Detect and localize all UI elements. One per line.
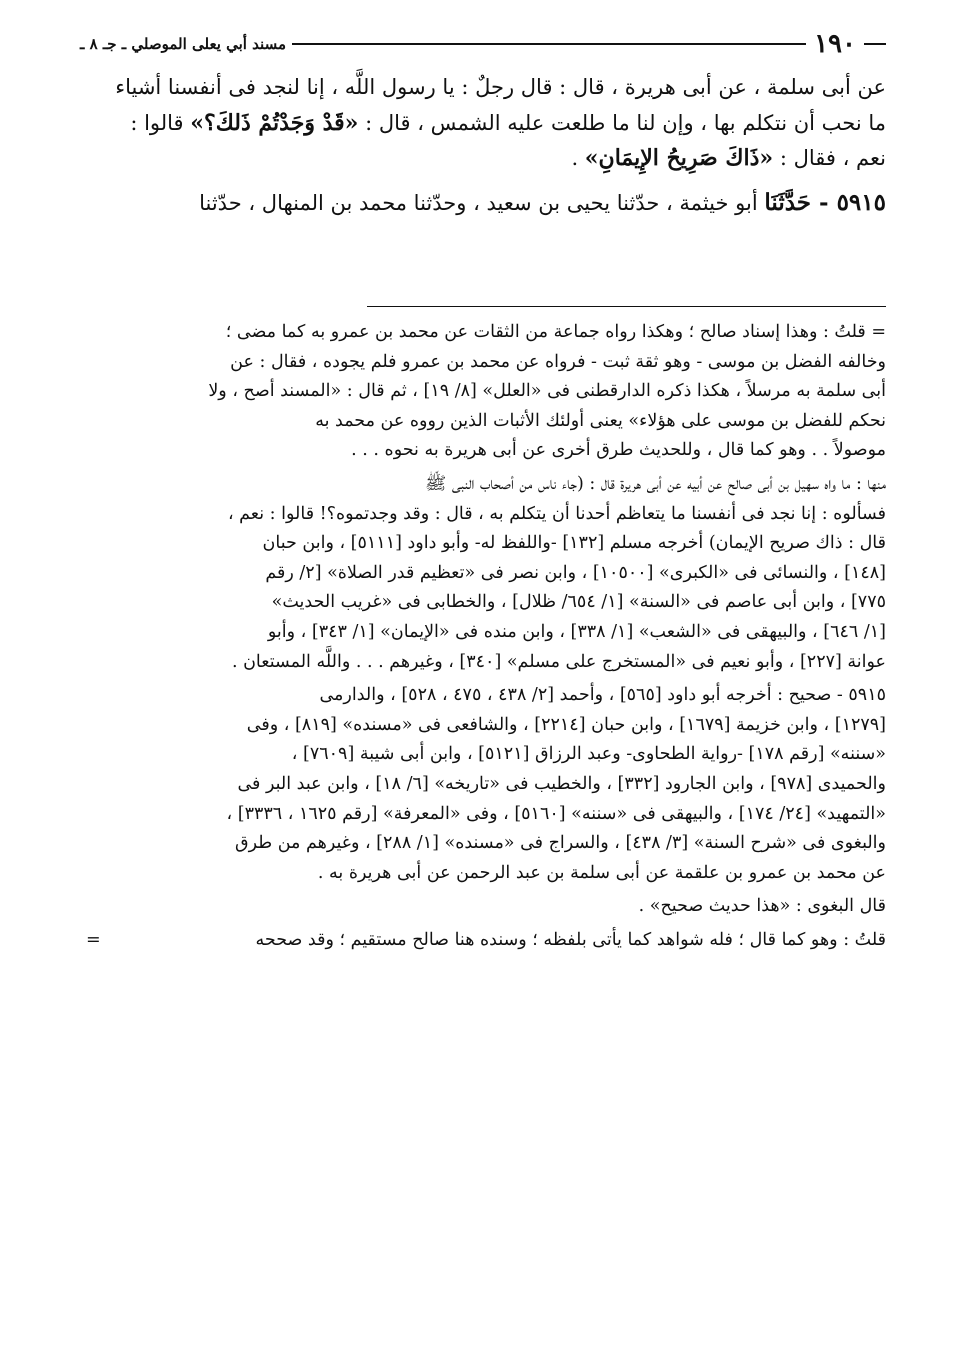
footnotes (76, 318, 886, 955)
note-line: «سننه» [رقم ١٧٨] -رواية الطحاوى- وعبد الرزاق [٥١٢١] ، وابن أبى شيبة [٧٦٠٩] ، (291, 744, 886, 765)
note-line: «التمهيد» [٢٤/ ١٧٤] ، والبيهقى فى «سننه» [٥١٦٠] ، وفى «المعرفة» [رقم ١٦٢٥ ، ٣٣٣٦] ، (226, 803, 886, 824)
note-line: قال البغوى : «هذا حديث صحيح» . (638, 896, 886, 917)
hadith-paragraph (72, 185, 886, 222)
note-line: نحكم للفضل بن موسى على هؤلاء» يعنى أولئك الأثبات الذين رووه عن محمد به (315, 410, 886, 431)
note-line: فسألوه : إنا نجد فى أنفسنا ما يتعاظم أحدنا أن يتكلم به ، قال : وقد وجدتموه؟! قالوا : نعم ، (227, 503, 886, 524)
quote-highlight: «قَدْ وَجَدْتُمْ ذَلكَ؟» (190, 109, 359, 136)
note-line: والحميدى [٩٧٨] ، وابن الجارود [٣٣٢] ، والخطيب فى «تاريخه» [٦/ ١٨] ، وابن عبد البر فى (237, 773, 886, 794)
note-line: ٧٧٥] ، وابن أبى عاصم فى «السنة» [١/ ٦٥٤/ ظلال] ، والخطابى فى «غريب الحديث» (271, 592, 886, 613)
footnote-separator (367, 306, 886, 307)
continuation-mark: = (86, 929, 101, 950)
note-line: عوانة [٢٢٧] ، وأبو نعيم فى «المستخرج على مسلم» [٣٤٠] ، وغيرهم . . . واللَّه المستعان . (231, 651, 886, 672)
note-line: [١٤٨] ، والنسائى فى «الكبرى» [١٠٥٠٠] ، وابن نصر فى «تعظيم قدر الصلاة» [٢/ رقم (265, 562, 886, 583)
page-number: ١٩٠ (814, 29, 856, 59)
note-line: عن محمد بن عمرو بن علقمة عن أبى سلمة بن عبد الرحمن عن أبى هريرة به . (317, 862, 886, 883)
note-line: قال : ذاك صريح الإيمان) أخرجه مسلم [١٣٢] -واللفظ له- وأبو داود [٥١١١] ، وابن حبان (262, 533, 886, 554)
main-line: ما نحب أن نتكلم بها ، وإن لنا ما طلعت عليه الشمس ، قال : «قَدْ وَجَدْتُمْ ذَلكَ؟» قالوا : (130, 109, 886, 136)
note-line: والبغوى فى «شرح السنة» [٣/ ٤٣٨] ، والسراج فى «مسنده» [١/ ٢٨٨] ، وغيرهم من طرق (235, 833, 886, 854)
note-line: وخالفه الفضل بن موسى - وهو ثقة ثبت - فرواه عن محمد بن عمرو فلم يجوده ، فقال : عن (230, 351, 886, 372)
running-header (74, 26, 886, 62)
note-line: [١/ ٦٤٦] ، والبيهقى فى «الشعب» [١/ ٣٣٨] ، وابن منده فى «الإيمان» [١/ ٣٤٣] ، وأبو (267, 621, 886, 642)
hadith-text: أبو خيثمة ، حدّثنا يحيى بن سعيد ، وحدّثنا محمد بن المنهال ، حدّثنا (199, 190, 758, 215)
note-line (76, 926, 886, 956)
note-line: أبى سلمة به مرسلاً ، هكذا ذكره الدارقطنى فى «العلل» [٨/ ١٩] ، ثم قال : «المسند أصح ، ولا (208, 381, 886, 402)
note-line: موصولاً . . وهو كما قال ، وللحديث طرق أخرى عن أبى هريرة به نحوه . . . (351, 440, 886, 461)
note-line: ٥٩١٥ - صحيح : أخرجه أبو داود [٥٦٥] ، وأحمد [٢/ ٤٣٨ ، ٤٧٥ ، ٥٢٨] ، والدارمى (319, 685, 886, 706)
main-text (72, 70, 886, 221)
quote-highlight: «ذَاكَ صَرِيحُ الإِيمَانِ» (584, 145, 774, 171)
header-rule (292, 43, 806, 45)
header-dash (864, 43, 886, 45)
main-line: نعم ، فقال : «ذَاكَ صَرِيحُ الإِيمَانِ» . (571, 145, 886, 171)
note-line: منها : ما واه سهيل بن أبى صالح عن أبيه عن أبى هريرة قال : (جاء ناس من أصحاب النبى ﷺ (425, 473, 886, 494)
main-line: عن أبى سلمة ، عن أبى هريرة ، قال : قال رجلٌ : يا رسول اللَّه ، إنا لنجد فى أنفسنا أشياء (115, 75, 886, 99)
book-title: مسند أبي يعلى الموصلي ـ جـ ٨ ـ (80, 35, 286, 53)
note-line: = قلتُ : وهذا إسناد صالح ؛ وهكذا رواه جماعة من الثقات عن محمد بن عمرو به كما مضى ؛ (225, 322, 886, 342)
note-line: [١٢٧٩] ، وابن خزيمة [١٦٧٩] ، وابن حبان [٢٢١٤] ، والشافعى فى «مسنده» [٨١٩] ، وفى (246, 714, 886, 735)
hadith-number: ٥٩١٥ - حَدَّثَنَا (764, 188, 886, 216)
note-text: قلتُ : وهو كما قال ؛ فله شواهد كما يأتى بلفظه ؛ وسنده هنا صالح مستقيم ؛ وقد صححه (255, 929, 886, 950)
